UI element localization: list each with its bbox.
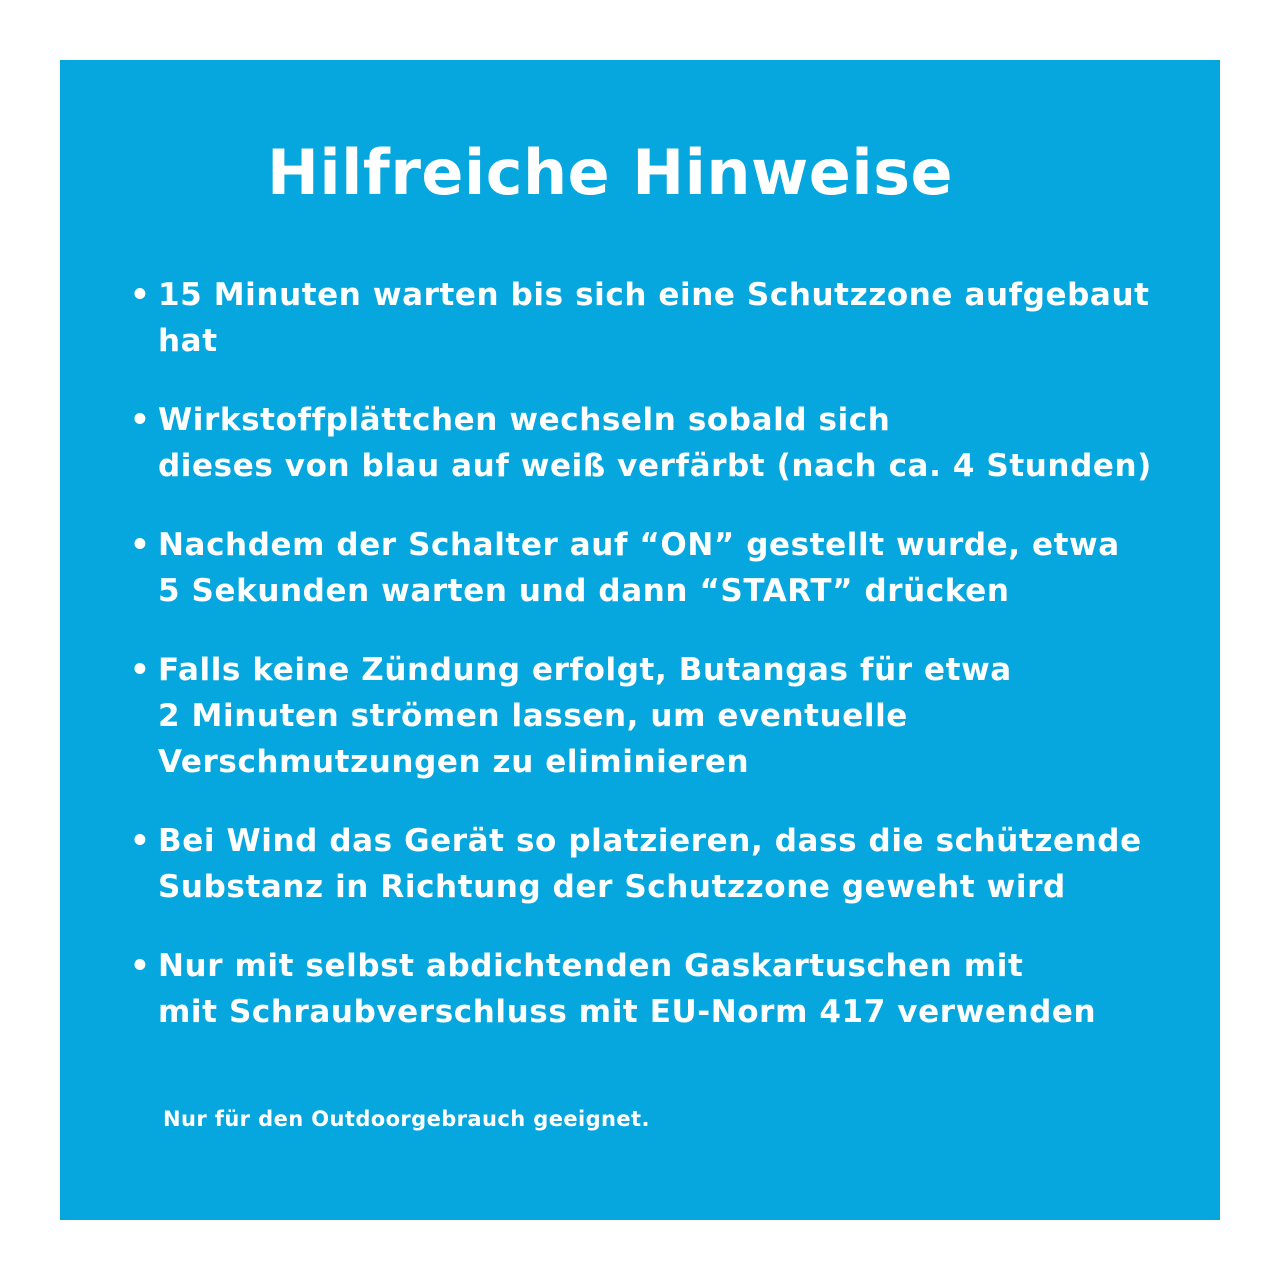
- hints-panel: [60, 60, 1220, 1220]
- hint-item: [130, 647, 1190, 785]
- hint-line: Bei Wind das Gerät so platzieren, dass die schützende: [158, 823, 1142, 859]
- hint-line: mit Schraubverschluss mit EU-Norm 417 verwenden: [158, 994, 1097, 1030]
- hint-line: Falls keine Zündung erfolgt, Butangas für etwa: [158, 652, 1012, 688]
- hint-line: dieses von blau auf weiß verfärbt (nach ca. 4 Stunden): [158, 448, 1152, 484]
- bullet-icon: •: [130, 948, 151, 984]
- bullet-icon: •: [130, 402, 151, 438]
- hint-list: [130, 272, 1190, 1068]
- hint-line: 2 Minuten strömen lassen, um eventuelle: [158, 698, 908, 734]
- hint-line: Nachdem der Schalter auf “ON” gestellt wurde, etwa: [158, 527, 1120, 563]
- bullet-icon: •: [130, 652, 151, 688]
- bullet-icon: •: [130, 277, 151, 313]
- hint-line: 5 Sekunden warten und dann “START” drücken: [158, 573, 1010, 609]
- bullet-icon: •: [130, 823, 151, 859]
- hint-line: Substanz in Richtung der Schutzzone geweht wird: [158, 869, 1066, 905]
- footnote: Nur für den Outdoorgebrauch geeignet.: [163, 1107, 650, 1131]
- hint-line: 15 Minuten warten bis sich eine Schutzzone aufgebaut: [158, 277, 1150, 313]
- bullet-icon: •: [130, 527, 151, 563]
- hint-item: [130, 272, 1190, 364]
- hint-line: Nur mit selbst abdichtenden Gaskartuschen mit: [158, 948, 1024, 984]
- hint-line: Wirkstoffplättchen wechseln sobald sich: [158, 402, 891, 438]
- hint-item: [130, 943, 1190, 1035]
- hint-item: [130, 397, 1190, 489]
- hint-line: hat: [158, 323, 218, 359]
- hint-item: [130, 522, 1190, 614]
- hint-line: Verschmutzungen zu eliminieren: [158, 744, 750, 780]
- page-title: Hilfreiche Hinweise: [266, 136, 954, 209]
- hint-item: [130, 818, 1190, 910]
